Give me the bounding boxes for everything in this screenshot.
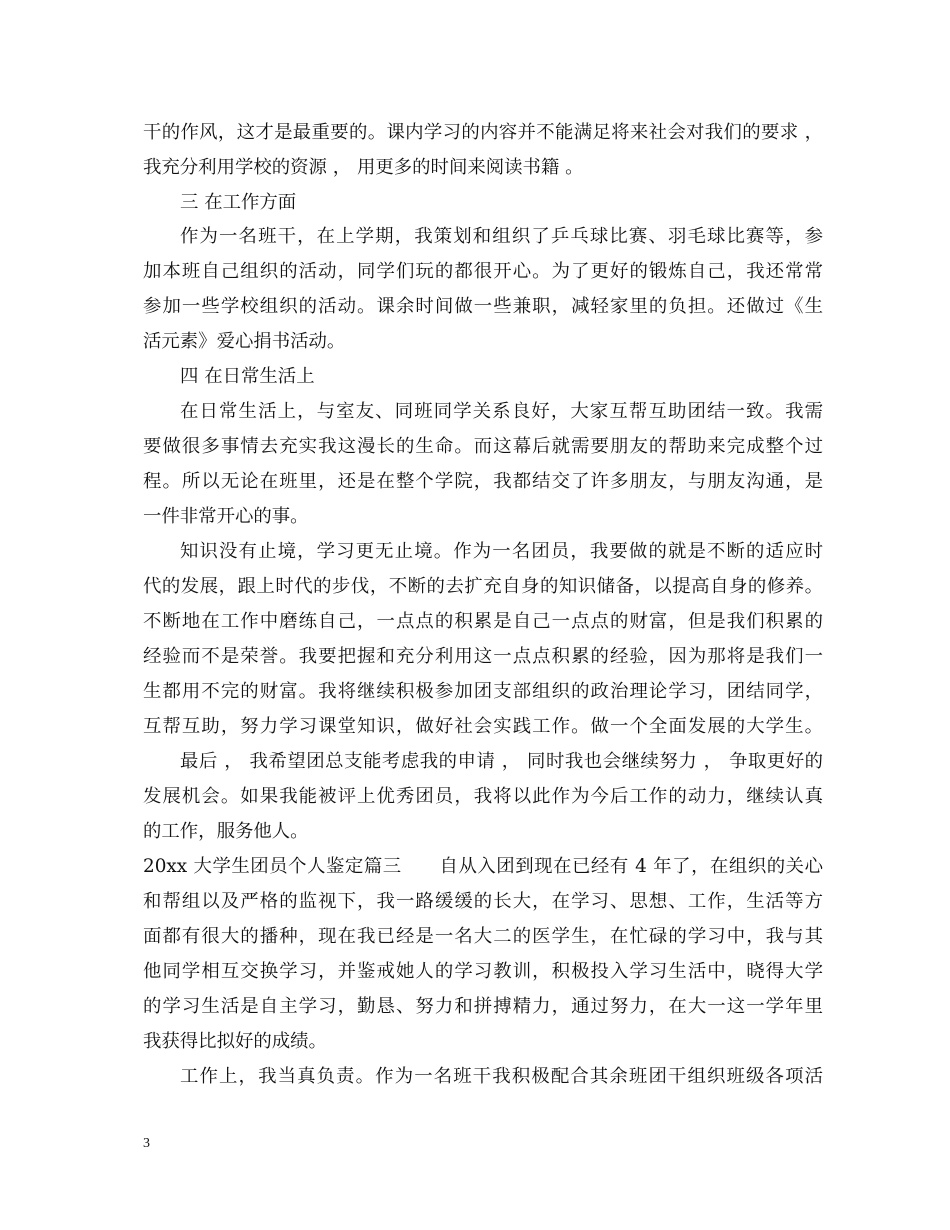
text-line: 加本班自己组织的活动，同学们玩的都很开心。为了更好的锻炼自己，我还常常 [143,261,823,282]
text-line: 代的发展，跟上时代的步伐，不断的去扩充自身的知识储备，以提高自身的修养。 [143,576,823,597]
text-line: 最后 ， 我希望团总支能考虑我的申请 ， 同时我也会继续努力 ， 争取更好的 [180,751,823,772]
text-line: 经验而不是荣誉。我要把握和充分利用这一点点积累的经验，因为那将是我们一 [143,646,823,667]
text-line: 发展机会。如果我能被评上优秀团员，我将以此作为今后工作的动力，继续认真 [143,786,823,807]
text-line: 互帮互助，努力学习课堂知识，做好社会实践工作。做一个全面发展的大学生。 [143,716,823,737]
text-line: 的学习生活是自主学习，勤恳、努力和拼搏精力，通过努力，在大一这一学年里 [143,996,823,1017]
text-line: 20xx 大学生团员个人鉴定篇三 自从入团到现在已经有 4 年了，在组织的关心 [143,856,823,877]
text-line: 作为一名班干，在上学期，我策划和组织了乒乓球比赛、羽毛球比赛等，参 [180,226,823,247]
text-line: 我充分利用学校的资源 ， 用更多的时间来阅读书籍 。 [143,157,584,178]
text-line: 在日常生活上，与室友、同班同学关系良好，大家互帮互助团结一致。我需 [180,401,823,422]
text-line: 面都有很大的播种，现在我已经是一名大二的医学生，在忙碌的学习中，我与其 [143,926,823,947]
text-line: 程。所以无论在班里，还是在整个学院，我都结交了许多朋友，与朋友沟通，是 [143,471,823,492]
text-line: 不断地在工作中磨练自己，一点点的积累是自己一点点的财富，但是我们积累的 [143,611,823,632]
text-line: 要做很多事情去充实我这漫长的生命。而这幕后就需要朋友的帮助来完成整个过 [143,436,823,457]
text-line: 和帮组以及严格的监视下，我一路缓缓的长大，在学习、思想、工作，生活等方 [143,891,823,912]
section-heading: 三 在工作方面 [180,192,297,213]
page-number: 3 [143,1136,150,1151]
text-line: 参加一些学校组织的活动。课余时间做一些兼职，减轻家里的负担。还做过《生 [143,296,823,317]
text-line: 他同学相互交换学习，并鉴戒她人的学习教训，积极投入学习生活中，晓得大学 [143,961,823,982]
text-line: 一件非常开心的事。 [143,506,309,527]
text-line: 我获得比拟好的成绩。 [143,1031,327,1052]
text-line: 知识没有止境，学习更无止境。作为一名团员，我要做的就是不断的适应时 [180,541,823,562]
text-line: 干的作风，这才是最重要的。课内学习的内容并不能满足将来社会对我们的要求 ， [143,122,823,143]
text-line: 生都用不完的财富。我将继续积极参加团支部组织的政治理论学习，团结同学， [143,681,823,702]
section-heading: 四 在日常生活上 [180,366,315,387]
text-line: 工作上，我当真负责。作为一名班干我积极配合其余班团干组织班级各项活 [180,1066,823,1087]
text-line: 的工作，服务他人。 [143,821,309,842]
text-line: 活元素》爱心捐书活动。 [143,331,346,352]
